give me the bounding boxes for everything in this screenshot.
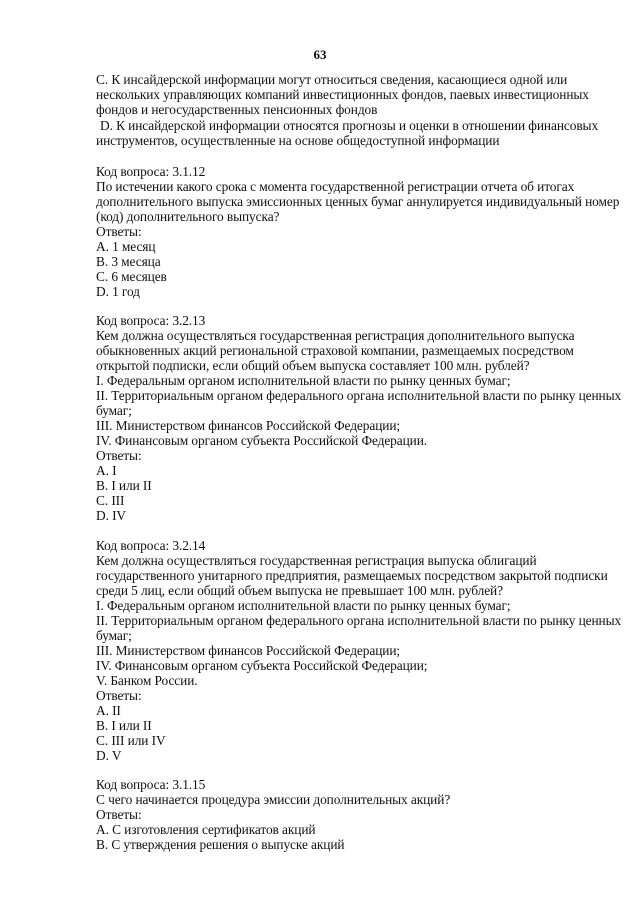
answers-label: Ответы:	[96, 224, 142, 239]
question-text-line: среди 5 лиц, если общий объем выпуска не превышает 100 млн. рублей?	[96, 583, 503, 598]
answers-label: Ответы:	[96, 688, 142, 703]
question-code: Код вопроса: 3.2.13	[96, 313, 206, 328]
question-code: Код вопроса: 3.1.12	[96, 164, 206, 179]
question-text-line: По истечении какого срока с момента государственной регистрации отчета об итогах	[96, 179, 575, 194]
question-item-line: V. Банком России.	[96, 673, 198, 688]
question-item-line: бумаг;	[96, 403, 132, 418]
answer-option: A. 1 месяц	[96, 239, 156, 254]
answer-option: B. С утверждения решения о выпуске акций	[96, 837, 345, 852]
question-text-line: Кем должна осуществляться государственная регистрация выпуска облигаций	[96, 553, 537, 568]
question-item-line: III. Министерством финансов Российской Федерации;	[96, 418, 401, 433]
prev-option-c-line: фондов и негосударственных пенсионных фондов	[96, 102, 378, 117]
answers-label: Ответы:	[96, 807, 142, 822]
question-item-line: IV. Финансовым органом субъекта Российской Федерации;	[96, 658, 428, 673]
prev-option-d-line: D. К инсайдерской информации относятся прогнозы и оценки в отношении финансовых	[100, 118, 599, 133]
question-item-line: I. Федеральным органом исполнительной власти по рынку ценных бумаг;	[96, 598, 511, 613]
question-item-line: IV. Финансовым органом субъекта Российской Федерации.	[96, 433, 428, 448]
prev-option-c-line: нескольких управляющих компаний инвестиционных фондов, паевых инвестиционных	[96, 87, 589, 102]
question-item-line: II. Территориальным органом федерального органа исполнительной власти по рынку ценных	[96, 613, 622, 628]
answer-option: A. С изготовления сертификатов акций	[96, 822, 316, 837]
answer-option: C. 6 месяцев	[96, 269, 167, 284]
answer-option: A. II	[96, 703, 121, 718]
answer-option: B. I или II	[96, 718, 152, 733]
question-item-line: II. Территориальным органом федерального органа исполнительной власти по рынку ценных	[96, 388, 622, 403]
answer-option: D. V	[96, 748, 122, 763]
question-item-line: I. Федеральным органом исполнительной власти по рынку ценных бумаг;	[96, 373, 511, 388]
answer-option: D. IV	[96, 508, 126, 523]
question-text-line: С чего начинается процедура эмиссии дополнительных акций?	[96, 792, 451, 807]
answer-option: C. III	[96, 493, 125, 508]
question-item-line: III. Министерством финансов Российской Федерации;	[96, 643, 401, 658]
question-item-line: бумаг;	[96, 628, 132, 643]
question-code: Код вопроса: 3.1.15	[96, 777, 206, 792]
question-text-line: открытой подписки, если общий объем выпуска составляет 100 млн. рублей?	[96, 358, 530, 373]
answer-option: A. I	[96, 463, 117, 478]
answer-option: B. 3 месяца	[96, 254, 161, 269]
answer-option: B. I или II	[96, 478, 152, 493]
question-text-line: государственного унитарного предприятия, размещаемых посредством закрытой подписки	[96, 568, 608, 583]
answer-option: C. III или IV	[96, 733, 166, 748]
question-text-line: дополнительного выпуска эмиссионных ценных бумаг аннулируется индивидуальный номер	[96, 194, 620, 209]
question-text-line: Кем должна осуществляться государственная регистрация дополнительного выпуска	[96, 328, 575, 343]
question-code: Код вопроса: 3.2.14	[96, 538, 206, 553]
prev-option-c-line: C. К инсайдерской информации могут относиться сведения, касающиеся одной или	[96, 72, 568, 87]
prev-option-d-line: инструментов, осуществленные на основе общедоступной информации	[96, 133, 500, 148]
question-text-line: (код) дополнительного выпуска?	[96, 209, 280, 224]
question-text-line: обыкновенных акций региональной страховой компании, размещаемых посредством	[96, 343, 574, 358]
page-number: 63	[313, 47, 327, 62]
answers-label: Ответы:	[96, 448, 142, 463]
answer-option: D. 1 год	[96, 284, 140, 299]
